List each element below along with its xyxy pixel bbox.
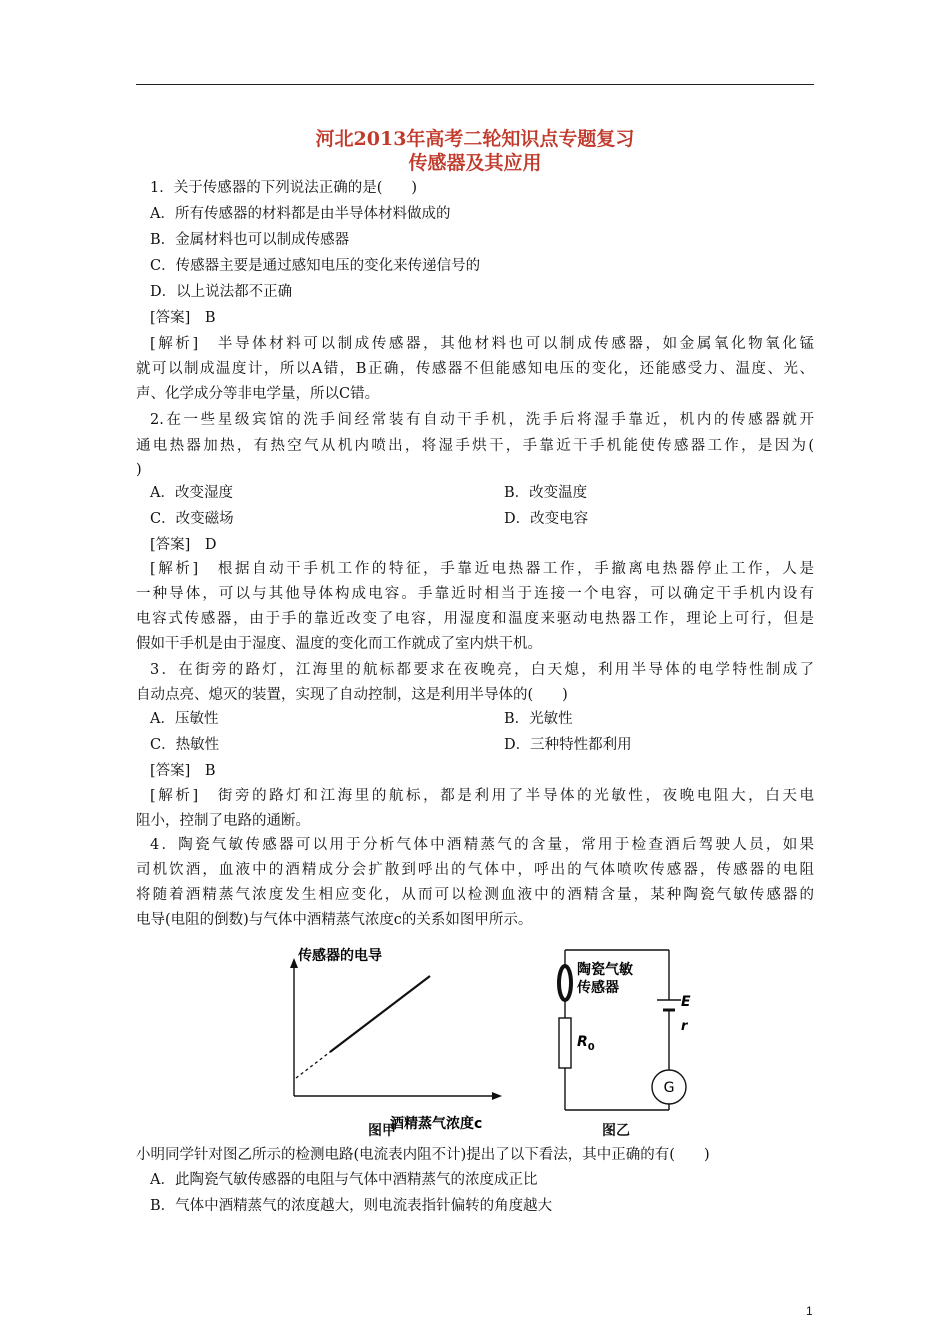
q3-option-d: D．三种特性都利用 xyxy=(504,737,632,753)
galvanometer-label: G xyxy=(663,1080,675,1096)
q2-option-d: D．改变电容 xyxy=(504,511,589,527)
figure-a-xlabel: 酒精蒸气浓度c xyxy=(390,1116,483,1132)
figure-a-ylabel: 传感器的电导 xyxy=(298,948,382,964)
q4-stem-line4: 电导(电阻的倒数)与气体中酒精蒸气浓度c的关系如图甲所示。 xyxy=(136,912,533,928)
q1-option-c: C．传感器主要是通过感知电压的变化来传递信号的 xyxy=(150,258,481,274)
q1-analysis-line1: [解析] 半导体材料可以制成传感器，其他材料也可以制成传感器，如金属氧化物氧化锰 xyxy=(150,336,814,352)
sensor-label-2: 传感器 xyxy=(577,980,619,996)
q3-analysis-line2: 阻小，控制了电路的通断。 xyxy=(136,813,310,829)
q3-option-a: A．压敏性 xyxy=(150,711,219,727)
figure-a-data-line xyxy=(330,976,430,1052)
q4-option-a: A．此陶瓷气敏传感器的电阻与气体中酒精蒸气的浓度成正比 xyxy=(150,1172,538,1188)
figure-a-x-arrow xyxy=(492,1092,502,1100)
q1-analysis-line2: 就可以制成温度计，所以A错，B正确，传感器不但能感知电压的变化，还能感受力、温度、光、 xyxy=(136,361,814,377)
q3-option-c: C．热敏性 xyxy=(150,737,220,753)
q3-stem-line2: 自动点亮、熄灭的装置，实现了自动控制，这是利用半导体的( ) xyxy=(136,687,568,703)
q4-stem-line3: 将随着酒精蒸气浓度发生相应变化，从而可以检测血液中的酒精含量，某种陶瓷气敏传感器的 xyxy=(136,887,814,903)
resistor-label xyxy=(577,1034,595,1053)
resistor-icon xyxy=(559,1018,571,1068)
sensor-label-1: 陶瓷气敏 xyxy=(577,962,633,978)
header-rule xyxy=(136,84,814,85)
q2-analysis-line2: 一种导体，可以与其他导体构成电容。手靠近时相当于连接一个电容，可以确定干手机内设有 xyxy=(136,586,814,602)
q1-option-b: B．金属材料也可以制成传感器 xyxy=(150,232,350,248)
q2-analysis-line1: [解析] 根据自动干手机工作的特征，手靠近电热器工作，手撤离电热器停止工作，人是 xyxy=(150,561,814,577)
figure-b-caption: 图乙 xyxy=(602,1123,630,1139)
q1-option-d: D．以上说法都不正确 xyxy=(150,284,293,300)
q4-stem-line1: 4．陶瓷气敏传感器可以用于分析气体中酒精蒸气的含量，常用于检查酒后驾驶人员，如果 xyxy=(150,837,814,853)
page-number: 1 xyxy=(806,1304,813,1318)
q2-analysis-line4: 假如干手机是由于湿度、温度的变化而工作就成了室内烘干机。 xyxy=(136,636,542,652)
battery-E-label: E xyxy=(681,994,691,1010)
q3-analysis-line1: [解析] 街旁的路灯和江海里的航标，都是利用了半导体的光敏性，夜晚电阻大，白天电 xyxy=(150,788,814,804)
q3-stem-line1: 3．在街旁的路灯，江海里的航标都要求在夜晚亮，白天熄，利用半导体的电学特性制成了 xyxy=(150,662,814,678)
battery-r-label: r xyxy=(681,1019,688,1034)
q1-option-a: A．所有传感器的材料都是由半导体材料做成的 xyxy=(150,206,451,222)
q2-stem-line3: ) xyxy=(136,462,142,478)
q2-answer: [答案] D xyxy=(150,537,217,553)
figure-a-caption: 图甲 xyxy=(368,1123,396,1139)
q3-option-b: B．光敏性 xyxy=(504,711,573,727)
doc-title: 河北2013年高考二轮知识点专题复习 xyxy=(315,128,635,150)
q2-stem-line1: 2.在一些星级宾馆的洗手间经常装有自动干手机，洗手后将湿手靠近，机内的传感器就开 xyxy=(150,412,814,428)
q4-option-b: B．气体中酒精蒸气的浓度越大，则电流表指针偏转的角度越大 xyxy=(150,1198,553,1214)
q1-analysis-line3: 声、化学成分等非电学量，所以C错。 xyxy=(136,386,380,402)
q4-stem-line2: 司机饮酒，血液中的酒精成分会扩散到呼出的气体中，呼出的气体喷吹传感器，传感器的电阻 xyxy=(136,862,814,878)
resistor-label-main: R xyxy=(577,1034,588,1050)
q2-analysis-line3: 电容式传感器，由于手的靠近改变了电容，用湿度和温度来驱动电热器工作，理论上可行，但是 xyxy=(136,611,814,627)
figure-a-dashed-line xyxy=(296,1052,330,1078)
q1-stem: 1．关于传感器的下列说法正确的是( ) xyxy=(150,180,418,196)
resistor-label-sub: 0 xyxy=(587,1042,595,1053)
q3-answer: [答案] B xyxy=(150,763,216,779)
q1-answer: [答案] B xyxy=(150,310,216,326)
figure-a xyxy=(280,940,510,1140)
figure-a-y-arrow xyxy=(290,958,298,968)
doc-subtitle: 传感器及其应用 xyxy=(408,152,542,174)
figure-b xyxy=(545,940,695,1120)
q2-option-b: B．改变温度 xyxy=(504,485,588,501)
q2-option-a: A．改变湿度 xyxy=(150,485,233,501)
q4-question: 小明同学针对图乙所示的检测电路(电流表内阻不计)提出了以下看法，其中正确的有( ) xyxy=(136,1147,710,1163)
gas-sensor-icon xyxy=(559,966,571,1000)
q2-stem-line2: 通电热器加热，有热空气从机内喷出，将湿手烘干，手靠近干手机能使传感器工作，是因为( xyxy=(136,438,814,454)
q2-option-c: C．改变磁场 xyxy=(150,511,234,527)
